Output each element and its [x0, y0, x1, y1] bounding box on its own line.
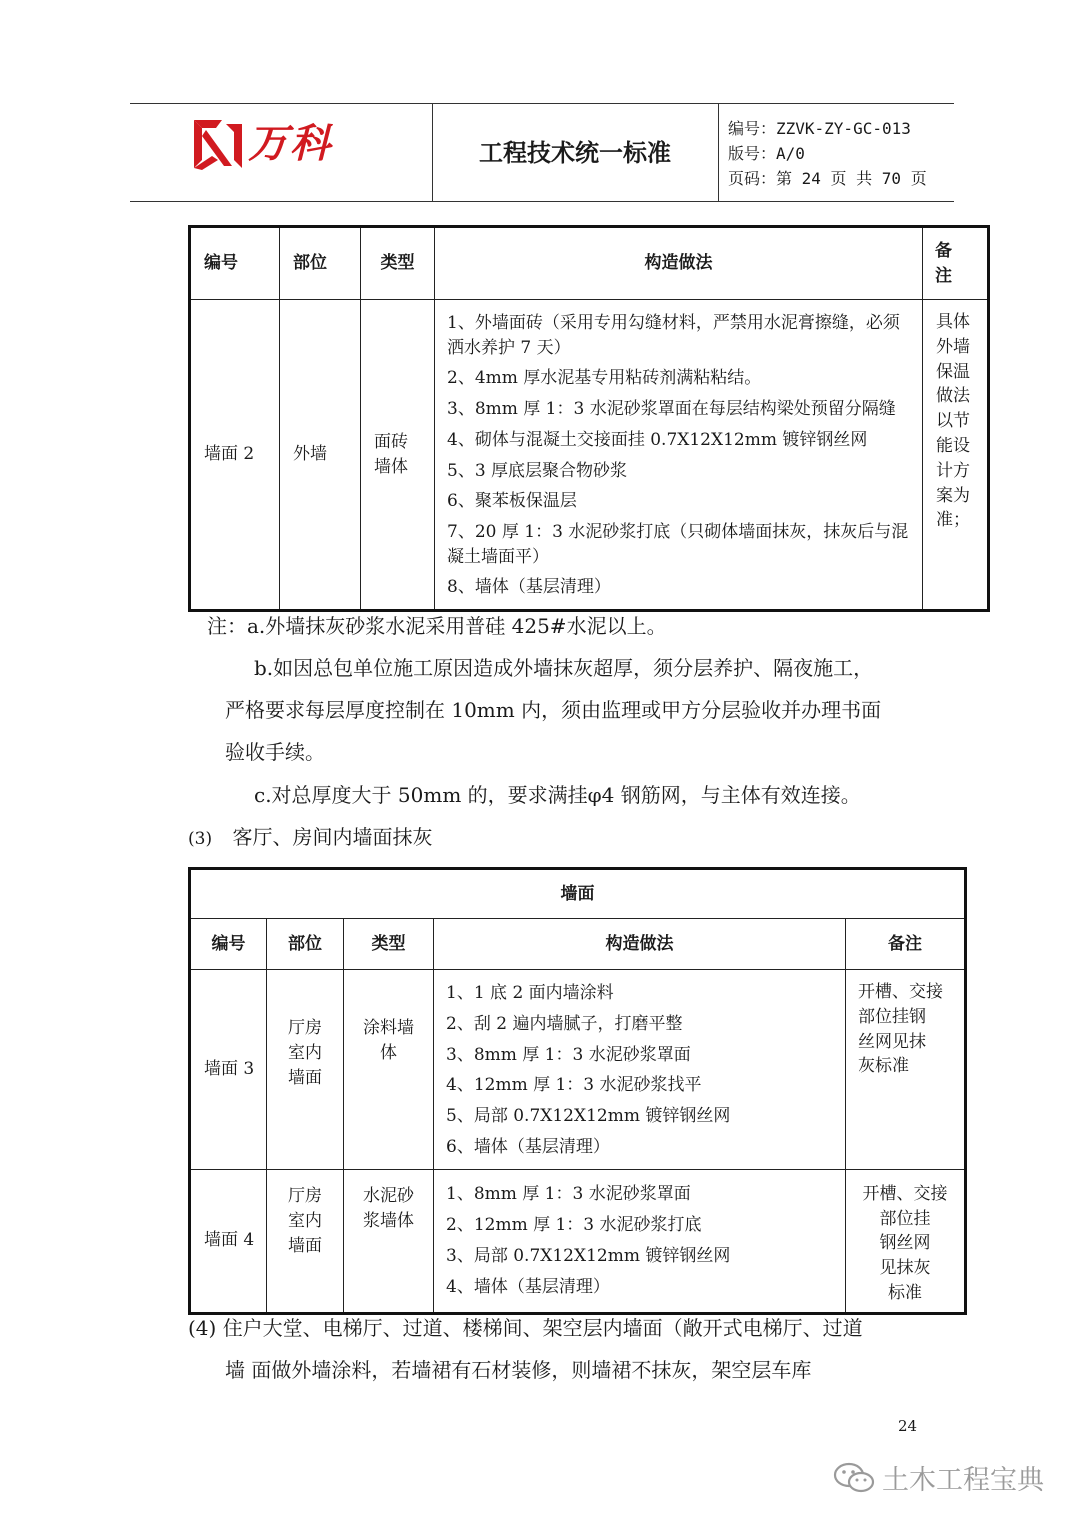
row-methods — [434, 970, 846, 1170]
method-item: 4、墙体（基层清理） — [446, 1276, 610, 1297]
header-method: 构造做法 — [435, 227, 923, 300]
row-methods — [435, 300, 923, 611]
table-row — [190, 970, 966, 1170]
table-caption: 墙面 — [190, 869, 966, 919]
row-location: 厅房 室内 墙面 — [267, 1169, 344, 1313]
method-item: 8、墙体（基层清理） — [447, 577, 611, 598]
section-3-heading — [188, 822, 432, 854]
header-type: 类型 — [344, 919, 434, 970]
header-method: 构造做法 — [434, 919, 846, 970]
header-note — [923, 227, 989, 300]
method-item: 3、局部 0.7X12X12mm 镀锌钢丝网 — [446, 1245, 731, 1266]
vanke-logo — [192, 114, 372, 174]
interior-wall-table — [188, 867, 967, 1315]
method-item: 2、4mm 厚水泥基专用粘砖剂满粘粘结。 — [447, 368, 762, 389]
logo-text: 万科 — [248, 121, 332, 167]
table-row — [190, 1169, 966, 1313]
document-page-info: 页码：第 24 页 共 70 页 — [728, 169, 927, 188]
table-header-row — [190, 919, 966, 970]
row-note: 开槽、交接 部位挂 钢丝网 见抹灰 标准 — [846, 1169, 966, 1313]
header-location: 部位 — [280, 227, 361, 300]
header-note: 备注 — [846, 919, 966, 970]
method-item: 1、外墙面砖（采用专用勾缝材料，严禁用水泥膏擦缝，必须洒水养护 7 天） — [447, 313, 900, 358]
header-note-char1: 备 — [935, 240, 952, 261]
method-item: 5、局部 0.7X12X12mm 镀锌钢丝网 — [446, 1106, 731, 1127]
row-note: 开槽、交接 部位挂钢 丝网见抹 灰标准 — [846, 970, 966, 1170]
header-type: 类型 — [361, 227, 435, 300]
watermark — [832, 1458, 1044, 1497]
row-location: 外墙 — [280, 300, 361, 611]
row-code: 墙面 3 — [190, 970, 267, 1170]
note-b-line3: 验收手续。 — [225, 740, 325, 764]
document-title: 工程技术统一标准 — [479, 139, 671, 167]
document-meta — [728, 116, 927, 191]
method-item: 3、8mm 厚 1：3 水泥砂浆罩面 — [446, 1044, 691, 1065]
document-header — [130, 103, 954, 202]
method-item: 4、砌体与混凝土交接面挂 0.7X12X12mm 镀锌钢丝网 — [447, 429, 868, 450]
method-item: 2、12mm 厚 1：3 水泥砂浆打底 — [446, 1214, 702, 1235]
method-item: 1、8mm 厚 1：3 水泥砂浆罩面 — [446, 1184, 691, 1205]
watermark-text: 土木工程宝典 — [882, 1465, 1044, 1496]
table-header-row — [190, 227, 989, 300]
wechat-icon — [832, 1460, 876, 1496]
row-methods — [434, 1169, 846, 1313]
section-3-title: 客厅、房间内墙面抹灰 — [232, 825, 433, 849]
row-type: 水泥砂 浆墙体 — [344, 1169, 434, 1313]
table-row — [190, 300, 989, 611]
method-item: 3、8mm 厚 1：3 水泥砂浆罩面在每层结构梁处预留分隔缝 — [447, 398, 896, 419]
row-location: 厅房 室内 墙面 — [267, 970, 344, 1170]
note-b-line2: 严格要求每层厚度控制在 10mm 内，须由监理或甲方分层验收并办理书面 — [225, 698, 882, 722]
header-location: 部位 — [267, 919, 344, 970]
row-type: 面砖 墙体 — [361, 300, 435, 611]
method-item: 2、刮 2 遍内墙腻子，打磨平整 — [446, 1013, 683, 1034]
method-item: 5、3 厚底层聚合物砂浆 — [447, 460, 628, 481]
document-version: 版号：A/0 — [728, 144, 805, 163]
section-4-line1: (4) 住户大堂、电梯厅、过道、楼梯间、架空层内墙面（敞开式电梯厅、过道 — [188, 1316, 863, 1340]
row-note: 具体 外墙 保温 做法 以节 能设 计方 案为 准； — [923, 300, 989, 611]
exterior-wall-table — [188, 225, 990, 612]
vanke-logo-icon — [192, 116, 246, 172]
header-note-char2: 注 — [935, 265, 952, 286]
header-code: 编号 — [190, 227, 280, 300]
note-a: 注：a.外墙抹灰砂浆水泥采用普硅 425#水泥以上。 — [207, 614, 667, 638]
document-code: 编号：ZZVK-ZY-GC-013 — [728, 119, 911, 138]
method-item: 6、聚苯板保温层 — [447, 491, 577, 512]
method-item: 1、1 底 2 面内墙涂料 — [446, 983, 614, 1003]
note-c: c.对总厚度大于 50mm 的，要求满挂φ4 钢筋网，与主体有效连接。 — [254, 783, 861, 807]
method-item: 7、20 厚 1：3 水泥砂浆打底（只砌体墙面抹灰，抹灰后与混凝土墙面平） — [447, 522, 909, 567]
method-item: 4、12mm 厚 1：3 水泥砂浆找平 — [446, 1075, 702, 1096]
method-item: 6、墙体（基层清理） — [446, 1136, 610, 1157]
page-number: 24 — [898, 1417, 918, 1435]
section-4-line2: 墙 面做外墙涂料，若墙裙有石材装修，则墙裙不抹灰，架空层车库 — [225, 1358, 812, 1382]
header-code: 编号 — [190, 919, 267, 970]
row-code: 墙面 4 — [190, 1169, 267, 1313]
note-b-line1: b.如因总包单位施工原因造成外墙抹灰超厚，须分层养护、隔夜施工， — [254, 656, 874, 680]
row-type: 涂料墙 体 — [344, 970, 434, 1170]
section-3-number: (3) — [188, 829, 213, 849]
row-code: 墙面 2 — [190, 300, 280, 611]
